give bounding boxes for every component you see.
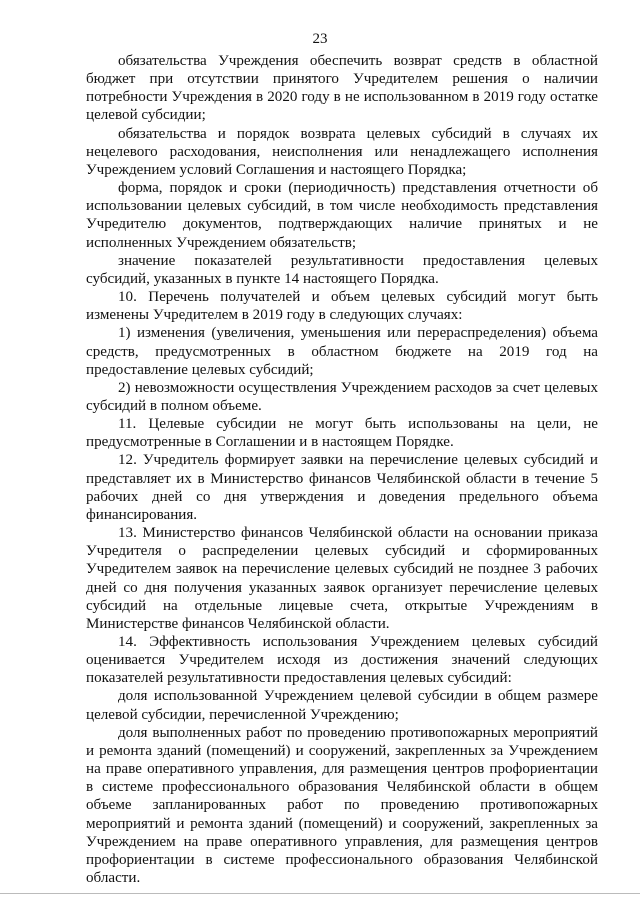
paragraph: обязательства Учреждения обеспечить возврат средств в областной бюджет при отсутствии принятого Учредителем решения о наличии потребности Учреждения в 2020 году в не использованном в 2019 году остатке целевой субсидии; <box>86 53 598 124</box>
paragraph: 11. Целевые субсидии не могут быть использованы на цели, не предусмотренные в Соглашении и в настоящем Порядке. <box>86 416 598 451</box>
paragraph: форма, порядок и сроки (периодичность) представления отчетности об использовании целевых субсидий, в том числе необходимость представления Учредителю документов, подтверждающих наличие принятых и не исполненных Учреждением обязательств; <box>86 180 598 251</box>
scan-edge-line <box>0 893 640 894</box>
paragraph: значение показателей результативности предоставления целевых субсидий, указанных в пункте 14 настоящего Порядка. <box>86 252 598 287</box>
body-text <box>86 52 598 887</box>
paragraph: 12. Учредитель формирует заявки на перечисление целевых субсидий и представляет их в Министерство финансов Челябинской области в течение 5 рабочих дней со дня утверждения и доведения предельного объема финансирования. <box>86 452 598 523</box>
paragraph: 1) изменения (увеличения, уменьшения или перераспределения) объема средств, предусмотренных в областном бюджете на 2019 год на предоставление целевых субсидий; <box>86 325 598 378</box>
paragraph: 13. Министерство финансов Челябинской области на основании приказа Учредителя о распределении целевых субсидий и сформированных Учредителем заявок на перечисление целевых субсидий не позднее 3 рабочих дней со дня получения указанных заявок организует перечисление целевых субсидий на отдельные лицевые счета, открытые Учреждениям в Министерстве финансов Челябинской области. <box>86 525 598 632</box>
paragraph: доля использованной Учреждением целевой субсидии в общем размере целевой субсидии, перечисленной Учреждению; <box>86 688 598 723</box>
paragraph: 14. Эффективность использования Учреждением целевых субсидий оценивается Учредителем исходя из достижения значений следующих показателей результативности предоставления целевых субсидий: <box>86 634 598 687</box>
page-number: 23 <box>312 31 328 47</box>
paragraph: доля выполненных работ по проведению противопожарных мероприятий и ремонта зданий (помещений) и сооружений, закрепленных за Учреждением на праве оперативного управления, для размещения центров профориентации в системе профессионального образования Челябинской области в общем объеме запланированных работ по проведению противопожарных мероприятий и ремонта зданий (помещений) и сооружений, закрепленных за Учреждением на праве оперативного управления, для размещения центров профориентации в системе профессионального образования Челябинской области. <box>86 724 598 887</box>
paragraph: обязательства и порядок возврата целевых субсидий в случаях их нецелевого расходования, неисполнения или ненадлежащего исполнения Учреждением условий Соглашения и настоящего Порядка; <box>86 125 598 178</box>
paragraph: 10. Перечень получателей и объем целевых субсидий могут быть изменены Учредителем в 2019 году в следующих случаях: <box>86 289 598 324</box>
paragraph: 2) невозможности осуществления Учреждением расходов за счет целевых субсидий в полном объеме. <box>86 379 598 414</box>
